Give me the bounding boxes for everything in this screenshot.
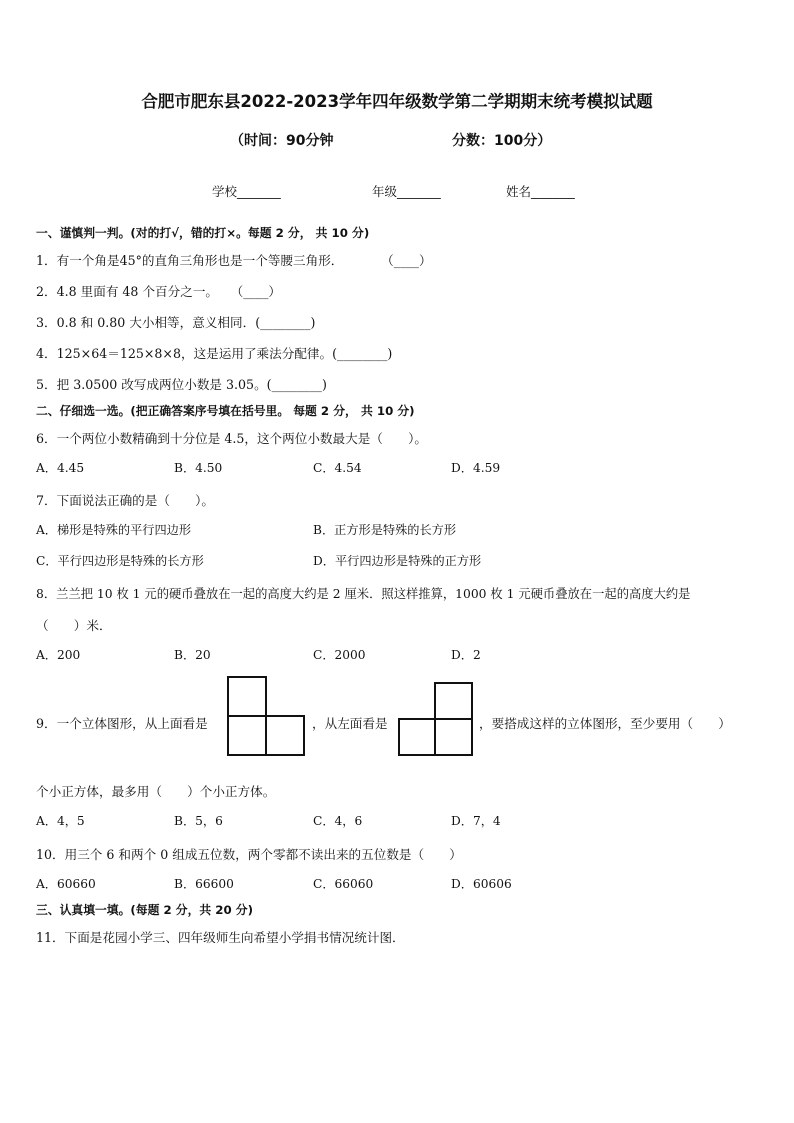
q8-option-c: C．2000 — [313, 648, 366, 662]
question-1: 1．有一个角是45°的直角三角形也是一个等腰三角形． （____） — [36, 253, 432, 268]
q9-option-c: C．4，6 — [313, 814, 363, 828]
section-2-heading: 二、仔细选一选。(把正确答案序号填在括号里。 每题 2 分， 共 10 分) — [36, 404, 415, 418]
school-field: 学校_______ — [212, 184, 281, 199]
question-6: 6．一个两位小数精确到十分位是 4.5，这个两位小数最大是（ ）。 — [36, 431, 427, 446]
section-1-heading: 一、谨慎判一判。(对的打√，错的打×。每题 2 分， 共 10 分) — [36, 226, 370, 240]
q7-option-c: C．平行四边形是特殊的长方形 — [36, 554, 204, 568]
question-9-part-2: ，从左面看是 — [312, 716, 388, 731]
q7-option-b: B．正方形是特殊的长方形 — [313, 523, 457, 537]
q9-option-a: A．4，5 — [36, 814, 85, 828]
question-8-line-2: （ ）米． — [36, 618, 112, 633]
question-3: 3．0.8 和 0.80 大小相等，意义相同．(________) — [36, 315, 316, 330]
question-7: 7．下面说法正确的是（ ）。 — [36, 493, 215, 508]
exam-time: （时间：90分钟 — [230, 133, 334, 149]
question-9-part-1: 9．一个立体图形，从上面看是 — [36, 716, 208, 731]
q7-option-a: A．梯形是特殊的平行四边形 — [36, 523, 192, 537]
question-8-line-1: 8．兰兰把 10 枚 1 元的硬币叠放在一起的高度大约是 2 厘米．照这样推算，1000 枚 1 元硬币叠放在一起的高度大约是 — [36, 587, 691, 601]
q8-option-a: A．200 — [36, 648, 81, 662]
q8-option-b: B．20 — [174, 648, 211, 662]
q6-option-c: C．4.54 — [313, 461, 362, 475]
q6-option-b: B．4.50 — [174, 461, 223, 475]
q10-option-c: C．66060 — [313, 877, 374, 891]
question-9-line-2: 个小正方体，最多用（ ）个小正方体。 — [36, 784, 276, 799]
name-field: 姓名_______ — [506, 184, 575, 199]
question-4: 4．125×64＝125×8×8，这是运用了乘法分配律。(________) — [36, 346, 393, 361]
left-view-figure — [398, 682, 473, 756]
page-title: 合肥市肥东县2022-2023学年四年级数学第二学期期末统考模拟试题 — [141, 92, 653, 111]
q10-option-b: B．66600 — [174, 877, 234, 891]
q10-option-d: D．60606 — [451, 877, 512, 891]
q6-option-d: D．4.59 — [451, 461, 501, 475]
question-2: 2．4.8 里面有 48 个百分之一。 （____） — [36, 284, 281, 299]
grade-field: 年级_______ — [372, 184, 441, 199]
q7-option-d: D．平行四边形是特殊的正方形 — [313, 554, 482, 568]
q10-option-a: A．60660 — [36, 877, 96, 891]
q9-option-b: B．5，6 — [174, 814, 223, 828]
question-11: 11．下面是花园小学三、四年级师生向希望小学捐书情况统计图． — [36, 930, 405, 945]
question-5: 5．把 3.0500 改写成两位小数是 3.05。(________) — [36, 377, 327, 392]
q6-option-a: A．4.45 — [36, 461, 85, 475]
question-9-part-3: ，要搭成这样的立体图形，至少要用（ ） — [479, 716, 731, 731]
section-3-heading: 三、认真填一填。(每题 2 分，共 20 分) — [36, 903, 253, 917]
exam-score: 分数：100分） — [452, 133, 552, 149]
q9-option-d: D．7，4 — [451, 814, 501, 828]
top-view-figure — [227, 676, 305, 756]
q8-option-d: D．2 — [451, 648, 481, 662]
question-10: 10．用三个 6 和两个 0 组成五位数，两个零都不读出来的五位数是（ ） — [36, 847, 462, 862]
